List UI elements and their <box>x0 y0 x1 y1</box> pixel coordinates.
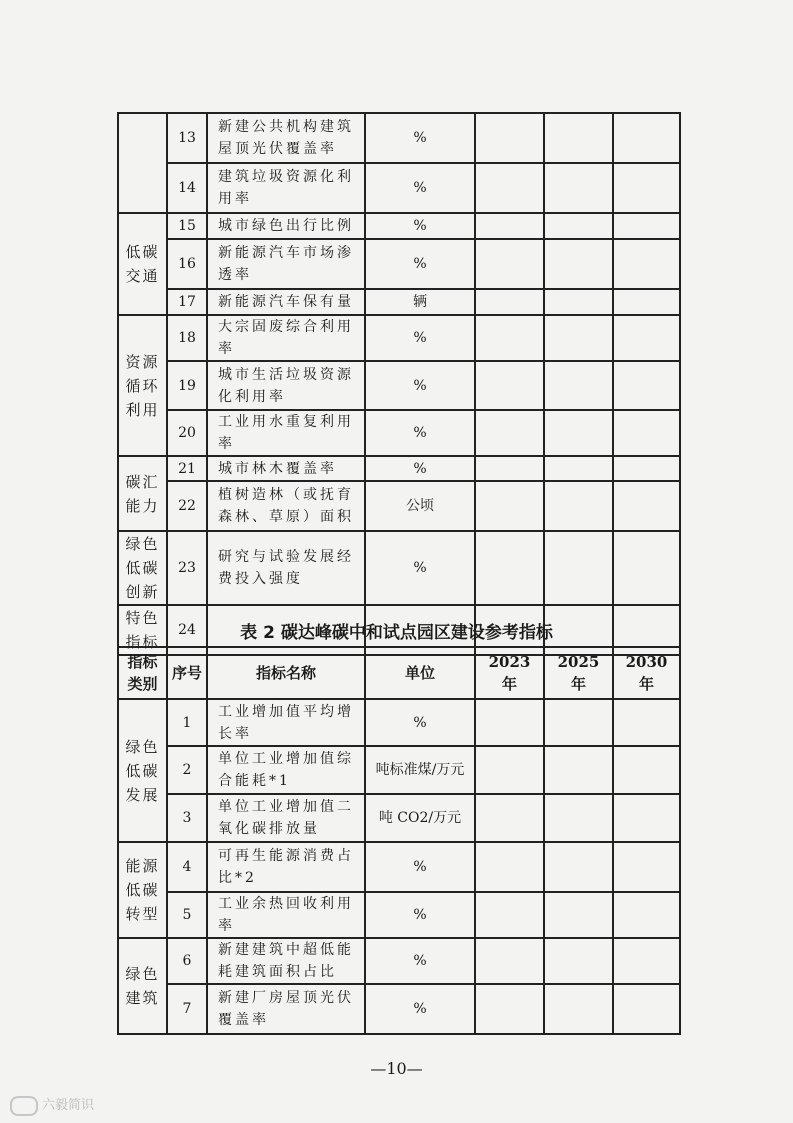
indicator-unit: 辆 <box>365 289 475 315</box>
row-number: 1 <box>167 699 207 746</box>
value-2030-cell <box>613 481 680 531</box>
value-2025-cell <box>544 113 613 163</box>
indicator-unit: % <box>365 456 475 481</box>
park-indicator-table <box>117 646 681 1035</box>
value-2023-cell <box>475 456 544 481</box>
indicator-unit: 吨 CO2/万元 <box>365 794 475 842</box>
indicator-name: 新建厂房屋顶光伏覆盖率 <box>207 984 365 1034</box>
header-category: 指标类别 <box>118 647 167 699</box>
table-row <box>118 163 680 213</box>
value-2025-cell <box>544 239 613 289</box>
category-cell: 资源循环利用 <box>118 315 167 456</box>
row-number: 15 <box>167 213 207 239</box>
indicator-unit: % <box>365 163 475 213</box>
value-2030-cell <box>613 163 680 213</box>
indicator-name: 城市生活垃圾资源化利用率 <box>207 361 365 410</box>
table-row <box>118 938 680 984</box>
table-row <box>118 794 680 842</box>
table-row <box>118 699 680 746</box>
category-cell: 绿色低碳创新 <box>118 531 167 605</box>
row-number: 23 <box>167 531 207 605</box>
table-row <box>118 289 680 315</box>
value-2023-cell <box>475 531 544 605</box>
value-2023-cell <box>475 113 544 163</box>
row-number: 19 <box>167 361 207 410</box>
category-cell: 碳汇能力 <box>118 456 167 531</box>
table-row <box>118 984 680 1034</box>
row-number: 14 <box>167 163 207 213</box>
indicator-unit: % <box>365 531 475 605</box>
row-number: 18 <box>167 315 207 361</box>
value-2023-cell <box>475 481 544 531</box>
value-2030-cell <box>613 984 680 1034</box>
value-2025-cell <box>544 456 613 481</box>
value-2030-cell <box>613 213 680 239</box>
value-2025-cell <box>544 315 613 361</box>
category-cell: 能源低碳转型 <box>118 842 167 938</box>
indicator-name: 新建公共机构建筑屋顶光伏覆盖率 <box>207 113 365 163</box>
indicator-name: 工业增加值平均增长率 <box>207 699 365 746</box>
value-2025-cell <box>544 842 613 892</box>
header-2030: 2030 年 <box>613 647 680 699</box>
watermark <box>10 1094 94 1116</box>
value-2025-cell <box>544 361 613 410</box>
indicator-unit: % <box>365 892 475 938</box>
value-2023-cell <box>475 699 544 746</box>
value-2025-cell <box>544 289 613 315</box>
table-row <box>118 531 680 605</box>
value-2023-cell <box>475 842 544 892</box>
value-2030-cell <box>613 794 680 842</box>
value-2025-cell <box>544 481 613 531</box>
indicator-unit: % <box>365 213 475 239</box>
table-row <box>118 113 680 163</box>
table-row <box>118 315 680 361</box>
value-2030-cell <box>613 289 680 315</box>
value-2030-cell <box>613 938 680 984</box>
indicator-name: 工业用水重复利用率 <box>207 410 365 456</box>
indicator-name: 研究与试验发展经费投入强度 <box>207 531 365 605</box>
indicator-name: 新能源汽车保有量 <box>207 289 365 315</box>
row-number: 22 <box>167 481 207 531</box>
header-name: 指标名称 <box>207 647 365 699</box>
value-2023-cell <box>475 163 544 213</box>
value-2025-cell <box>544 938 613 984</box>
value-2023-cell <box>475 746 544 794</box>
row-number: 13 <box>167 113 207 163</box>
value-2030-cell <box>613 239 680 289</box>
value-2025-cell <box>544 531 613 605</box>
value-2025-cell <box>544 163 613 213</box>
value-2025-cell <box>544 699 613 746</box>
indicator-name: 单位工业增加值综合能耗*1 <box>207 746 365 794</box>
indicator-name: 城市绿色出行比例 <box>207 213 365 239</box>
row-number: 4 <box>167 842 207 892</box>
table-row <box>118 213 680 239</box>
category-cell: 特色指标 <box>118 605 167 655</box>
indicator-name: 可再生能源消费占比*2 <box>207 842 365 892</box>
header-row <box>118 647 680 699</box>
value-2030-cell <box>613 315 680 361</box>
table-row <box>118 239 680 289</box>
row-number: 21 <box>167 456 207 481</box>
value-2030-cell <box>613 456 680 481</box>
value-2023-cell <box>475 410 544 456</box>
row-number: 2 <box>167 746 207 794</box>
value-2023-cell <box>475 938 544 984</box>
value-2030-cell <box>613 531 680 605</box>
watermark-text: 六毅简识 <box>42 1098 95 1113</box>
indicator-name: 建筑垃圾资源化利用率 <box>207 163 365 213</box>
header-number: 序号 <box>167 647 207 699</box>
indicator-unit: % <box>365 239 475 289</box>
value-2025-cell <box>544 746 613 794</box>
category-cell <box>118 113 167 213</box>
indicator-unit: % <box>365 984 475 1034</box>
indicator-name: 单位工业增加值二氧化碳排放量 <box>207 794 365 842</box>
value-2030-cell <box>613 113 680 163</box>
value-2030-cell <box>613 892 680 938</box>
indicator-unit: % <box>365 699 475 746</box>
indicator-unit: % <box>365 410 475 456</box>
indicator-table-continued <box>117 112 681 656</box>
value-2023-cell <box>475 794 544 842</box>
indicator-name: 新能源汽车市场渗透率 <box>207 239 365 289</box>
indicator-unit: 公顷 <box>365 481 475 531</box>
table-row <box>118 481 680 531</box>
indicator-name: 新建建筑中超低能耗建筑面积占比 <box>207 938 365 984</box>
table-row <box>118 842 680 892</box>
row-number: 17 <box>167 289 207 315</box>
indicator-unit: % <box>365 315 475 361</box>
indicator-name: 大宗固废综合利用率 <box>207 315 365 361</box>
row-number: 16 <box>167 239 207 289</box>
category-cell: 绿色低碳发展 <box>118 699 167 842</box>
table-row <box>118 456 680 481</box>
value-2025-cell <box>544 410 613 456</box>
indicator-name: 工业余热回收利用率 <box>207 892 365 938</box>
indicator-unit: % <box>365 938 475 984</box>
header-unit: 单位 <box>365 647 475 699</box>
indicator-unit: % <box>365 113 475 163</box>
value-2023-cell <box>475 315 544 361</box>
value-2030-cell <box>613 410 680 456</box>
table-title: 表 2 碳达峰碳中和试点园区建设参考指标 <box>240 623 553 643</box>
value-2030-cell <box>613 842 680 892</box>
header-2023: 2023 年 <box>475 647 544 699</box>
indicator-unit: % <box>365 361 475 410</box>
value-2023-cell <box>475 289 544 315</box>
row-number: 6 <box>167 938 207 984</box>
value-2025-cell <box>544 213 613 239</box>
value-2030-cell <box>613 746 680 794</box>
value-2025-cell <box>544 984 613 1034</box>
indicator-name: 植树造林（或抚育森林、草原）面积 <box>207 481 365 531</box>
value-2023-cell <box>475 361 544 410</box>
value-2025-cell <box>544 794 613 842</box>
indicator-name: 城市林木覆盖率 <box>207 456 365 481</box>
value-2025-cell <box>544 892 613 938</box>
value-2023-cell <box>475 892 544 938</box>
value-2023-cell <box>475 239 544 289</box>
indicator-unit: % <box>365 842 475 892</box>
value-2030-cell <box>613 361 680 410</box>
indicator-unit: 吨标准煤/万元 <box>365 746 475 794</box>
row-number: 5 <box>167 892 207 938</box>
table-row <box>118 746 680 794</box>
table-row <box>118 410 680 456</box>
table-row <box>118 892 680 938</box>
category-cell: 绿色建筑 <box>118 938 167 1034</box>
value-2023-cell <box>475 213 544 239</box>
row-number: 7 <box>167 984 207 1034</box>
row-number: 24 <box>167 605 207 655</box>
value-2023-cell <box>475 984 544 1034</box>
row-number: 20 <box>167 410 207 456</box>
watermark-logo-icon <box>10 1096 38 1116</box>
row-number: 3 <box>167 794 207 842</box>
header-2025: 2025 年 <box>544 647 613 699</box>
table-row <box>118 361 680 410</box>
category-cell: 低碳交通 <box>118 213 167 315</box>
value-2030-cell <box>613 699 680 746</box>
page-number: —10— <box>370 1059 423 1078</box>
